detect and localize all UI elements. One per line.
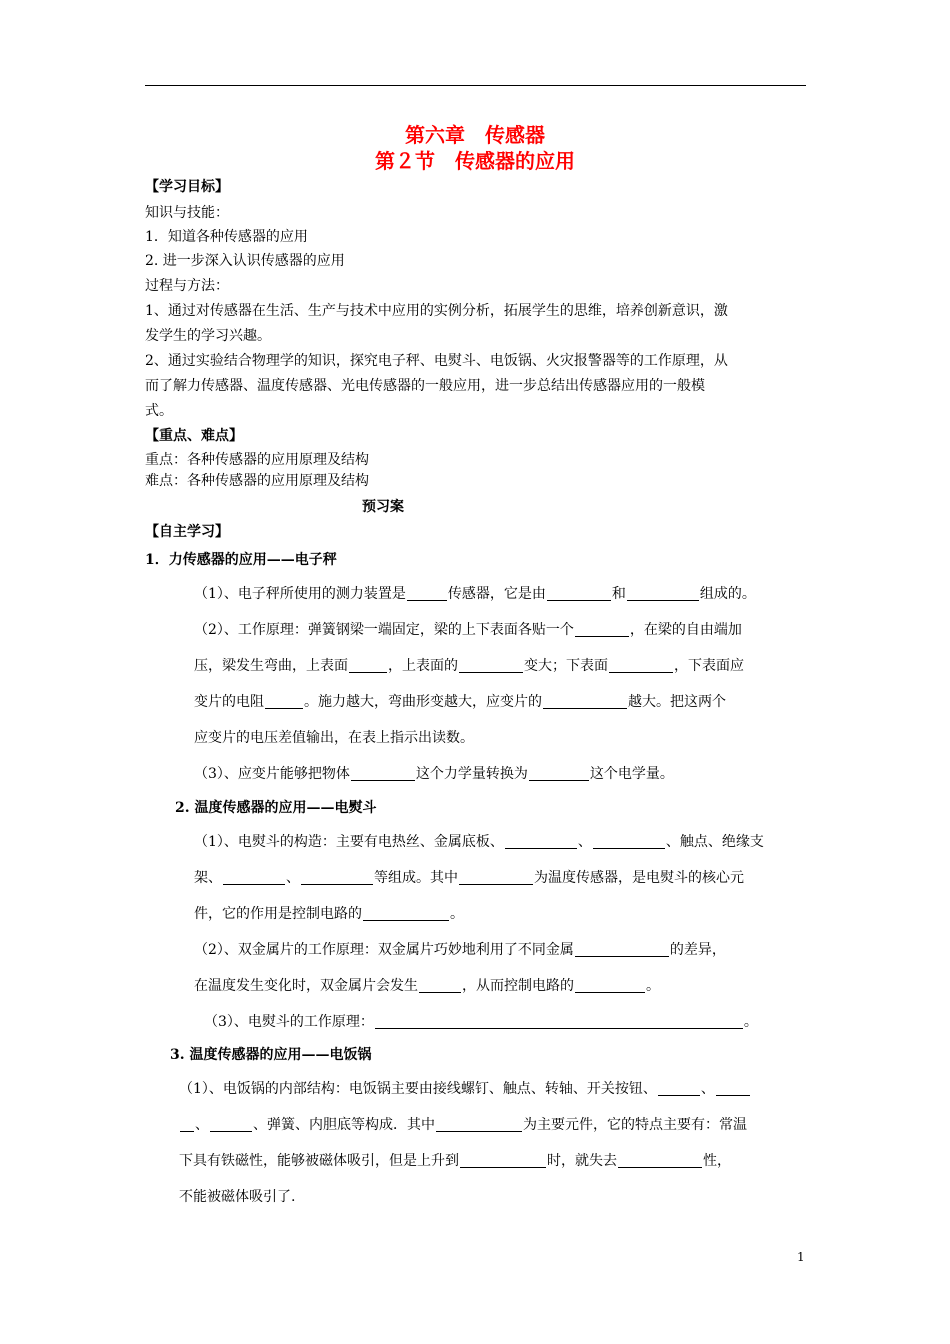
- section-2-heading: 2. 温度传感器的应用——电熨斗: [175, 800, 377, 816]
- blank[interactable]: [223, 869, 285, 885]
- blank[interactable]: [543, 693, 627, 709]
- process-item-1-line-2: 发学生的学习兴趣。: [145, 328, 271, 344]
- blank[interactable]: [618, 1152, 702, 1168]
- preview-title: 预习案: [362, 499, 404, 515]
- process-item-1-line-1: 1、通过对传感器在生活、生产与技术中应用的实例分析，拓展学生的思维，培养创新意识，激: [145, 303, 728, 319]
- knowledge-item-2: 2. 进一步深入认识传感器的应用: [145, 253, 345, 269]
- s1-line-2: （2）、工作原理：弹簧钢梁一端固定，梁的上下表面各贴一个 ，在梁的自由端加: [194, 622, 742, 638]
- blank[interactable]: [375, 1013, 743, 1029]
- blank[interactable]: [363, 905, 449, 921]
- blank[interactable]: [658, 1080, 700, 1096]
- process-item-2-line-2: 而了解力传感器、温度传感器、光电传感器的一般应用，进一步总结出传感器应用的一般模: [145, 378, 705, 394]
- blank[interactable]: [575, 941, 669, 957]
- s1-line-5: 应变片的电压差值输出，在表上指示出读数。: [194, 730, 474, 746]
- blank[interactable]: [529, 765, 589, 781]
- page-number: 1: [797, 1250, 805, 1264]
- s1-line-4: 变片的电阻 。施力越大，弯曲形变越大，应变片的 越大。把这两个: [194, 694, 726, 710]
- s1-line-3: 压，梁发生弯曲，上表面 ，上表面的 变大；下表面 ，下表面应: [194, 658, 744, 674]
- s1-line-6: （3）、应变片能够把物体 这个力学量转换为 这个电学量。: [194, 766, 674, 782]
- blank[interactable]: [575, 977, 645, 993]
- self-study-heading: 【自主学习】: [145, 524, 229, 540]
- section-3-heading: 3. 温度传感器的应用——电饭锅: [170, 1047, 372, 1063]
- process-item-2-line-1: 2、通过实验结合物理学的知识，探究电子秤、电熨斗、电饭锅、火灾报警器等的工作原理，从: [145, 353, 728, 369]
- s3-line-4: 不能被磁体吸引了.: [179, 1189, 296, 1205]
- blank[interactable]: [407, 585, 447, 601]
- blank[interactable]: [265, 693, 303, 709]
- blank[interactable]: [349, 657, 387, 673]
- key-point: 重点：各种传感器的应用原理及结构: [145, 452, 369, 468]
- blank[interactable]: [547, 585, 611, 601]
- focus-heading: 【重点、难点】: [145, 428, 243, 444]
- s3-line-1: （1）、电饭锅的内部结构：电饭锅主要由接线螺钉、触点、转轴、开关按钮、 、: [179, 1079, 751, 1099]
- blank[interactable]: [505, 833, 577, 849]
- process-label: 过程与方法：: [145, 278, 229, 294]
- blank[interactable]: [575, 621, 629, 637]
- blank[interactable]: [627, 585, 699, 601]
- blank[interactable]: [180, 1116, 194, 1132]
- s1-line-1: （1）、电子秤所使用的测力装置是 传感器，它是由 和 组成的。: [194, 586, 756, 602]
- blank[interactable]: [459, 657, 523, 673]
- blank[interactable]: [609, 657, 673, 673]
- blank[interactable]: [351, 765, 415, 781]
- s2-line-3: 件，它的作用是控制电路的 。: [194, 906, 464, 922]
- s2-line-4: （2）、双金属片的工作原理：双金属片巧妙地利用了不同金属 的差异，: [194, 942, 726, 958]
- blank[interactable]: [460, 1152, 546, 1168]
- blank[interactable]: [419, 977, 461, 993]
- process-item-2-line-3: 式。: [145, 403, 173, 419]
- objectives-heading: 【学习目标】: [145, 179, 229, 195]
- s2-line-6: （3）、电熨斗的工作原理： 。: [204, 1014, 758, 1030]
- difficult-point: 难点：各种传感器的应用原理及结构: [145, 473, 369, 489]
- chapter-title: 第六章 传感器: [405, 123, 545, 147]
- s2-line-5: 在温度发生变化时，双金属片会发生 ，从而控制电路的 。: [194, 978, 660, 994]
- knowledge-item-1: 1．知道各种传感器的应用: [145, 229, 308, 245]
- knowledge-label: 知识与技能：: [145, 205, 229, 221]
- s3-line-2: 、 、弹簧、内胆底等构成．其中 为主要元件，它的特点主要有：常温: [179, 1115, 747, 1135]
- s3-line-3: 下具有铁磁性，能够被磁体吸引，但是上升到 时，就失去 性，: [179, 1153, 731, 1169]
- blank[interactable]: [459, 869, 533, 885]
- blank[interactable]: [210, 1116, 252, 1132]
- section-title: 第２节 传感器的应用: [375, 149, 575, 173]
- blank[interactable]: [301, 869, 373, 885]
- blank[interactable]: [436, 1116, 522, 1132]
- header-rule: [145, 85, 806, 86]
- blank[interactable]: [716, 1080, 750, 1096]
- s2-line-1: （1）、电熨斗的构造：主要有电热丝、金属底板、 、 、触点、绝缘支: [194, 834, 764, 850]
- blank[interactable]: [593, 833, 665, 849]
- section-1-heading: 1．力传感器的应用——电子秤: [145, 552, 337, 568]
- s2-line-2: 架、 、 等组成。其中 为温度传感器，是电熨斗的核心元: [194, 870, 744, 886]
